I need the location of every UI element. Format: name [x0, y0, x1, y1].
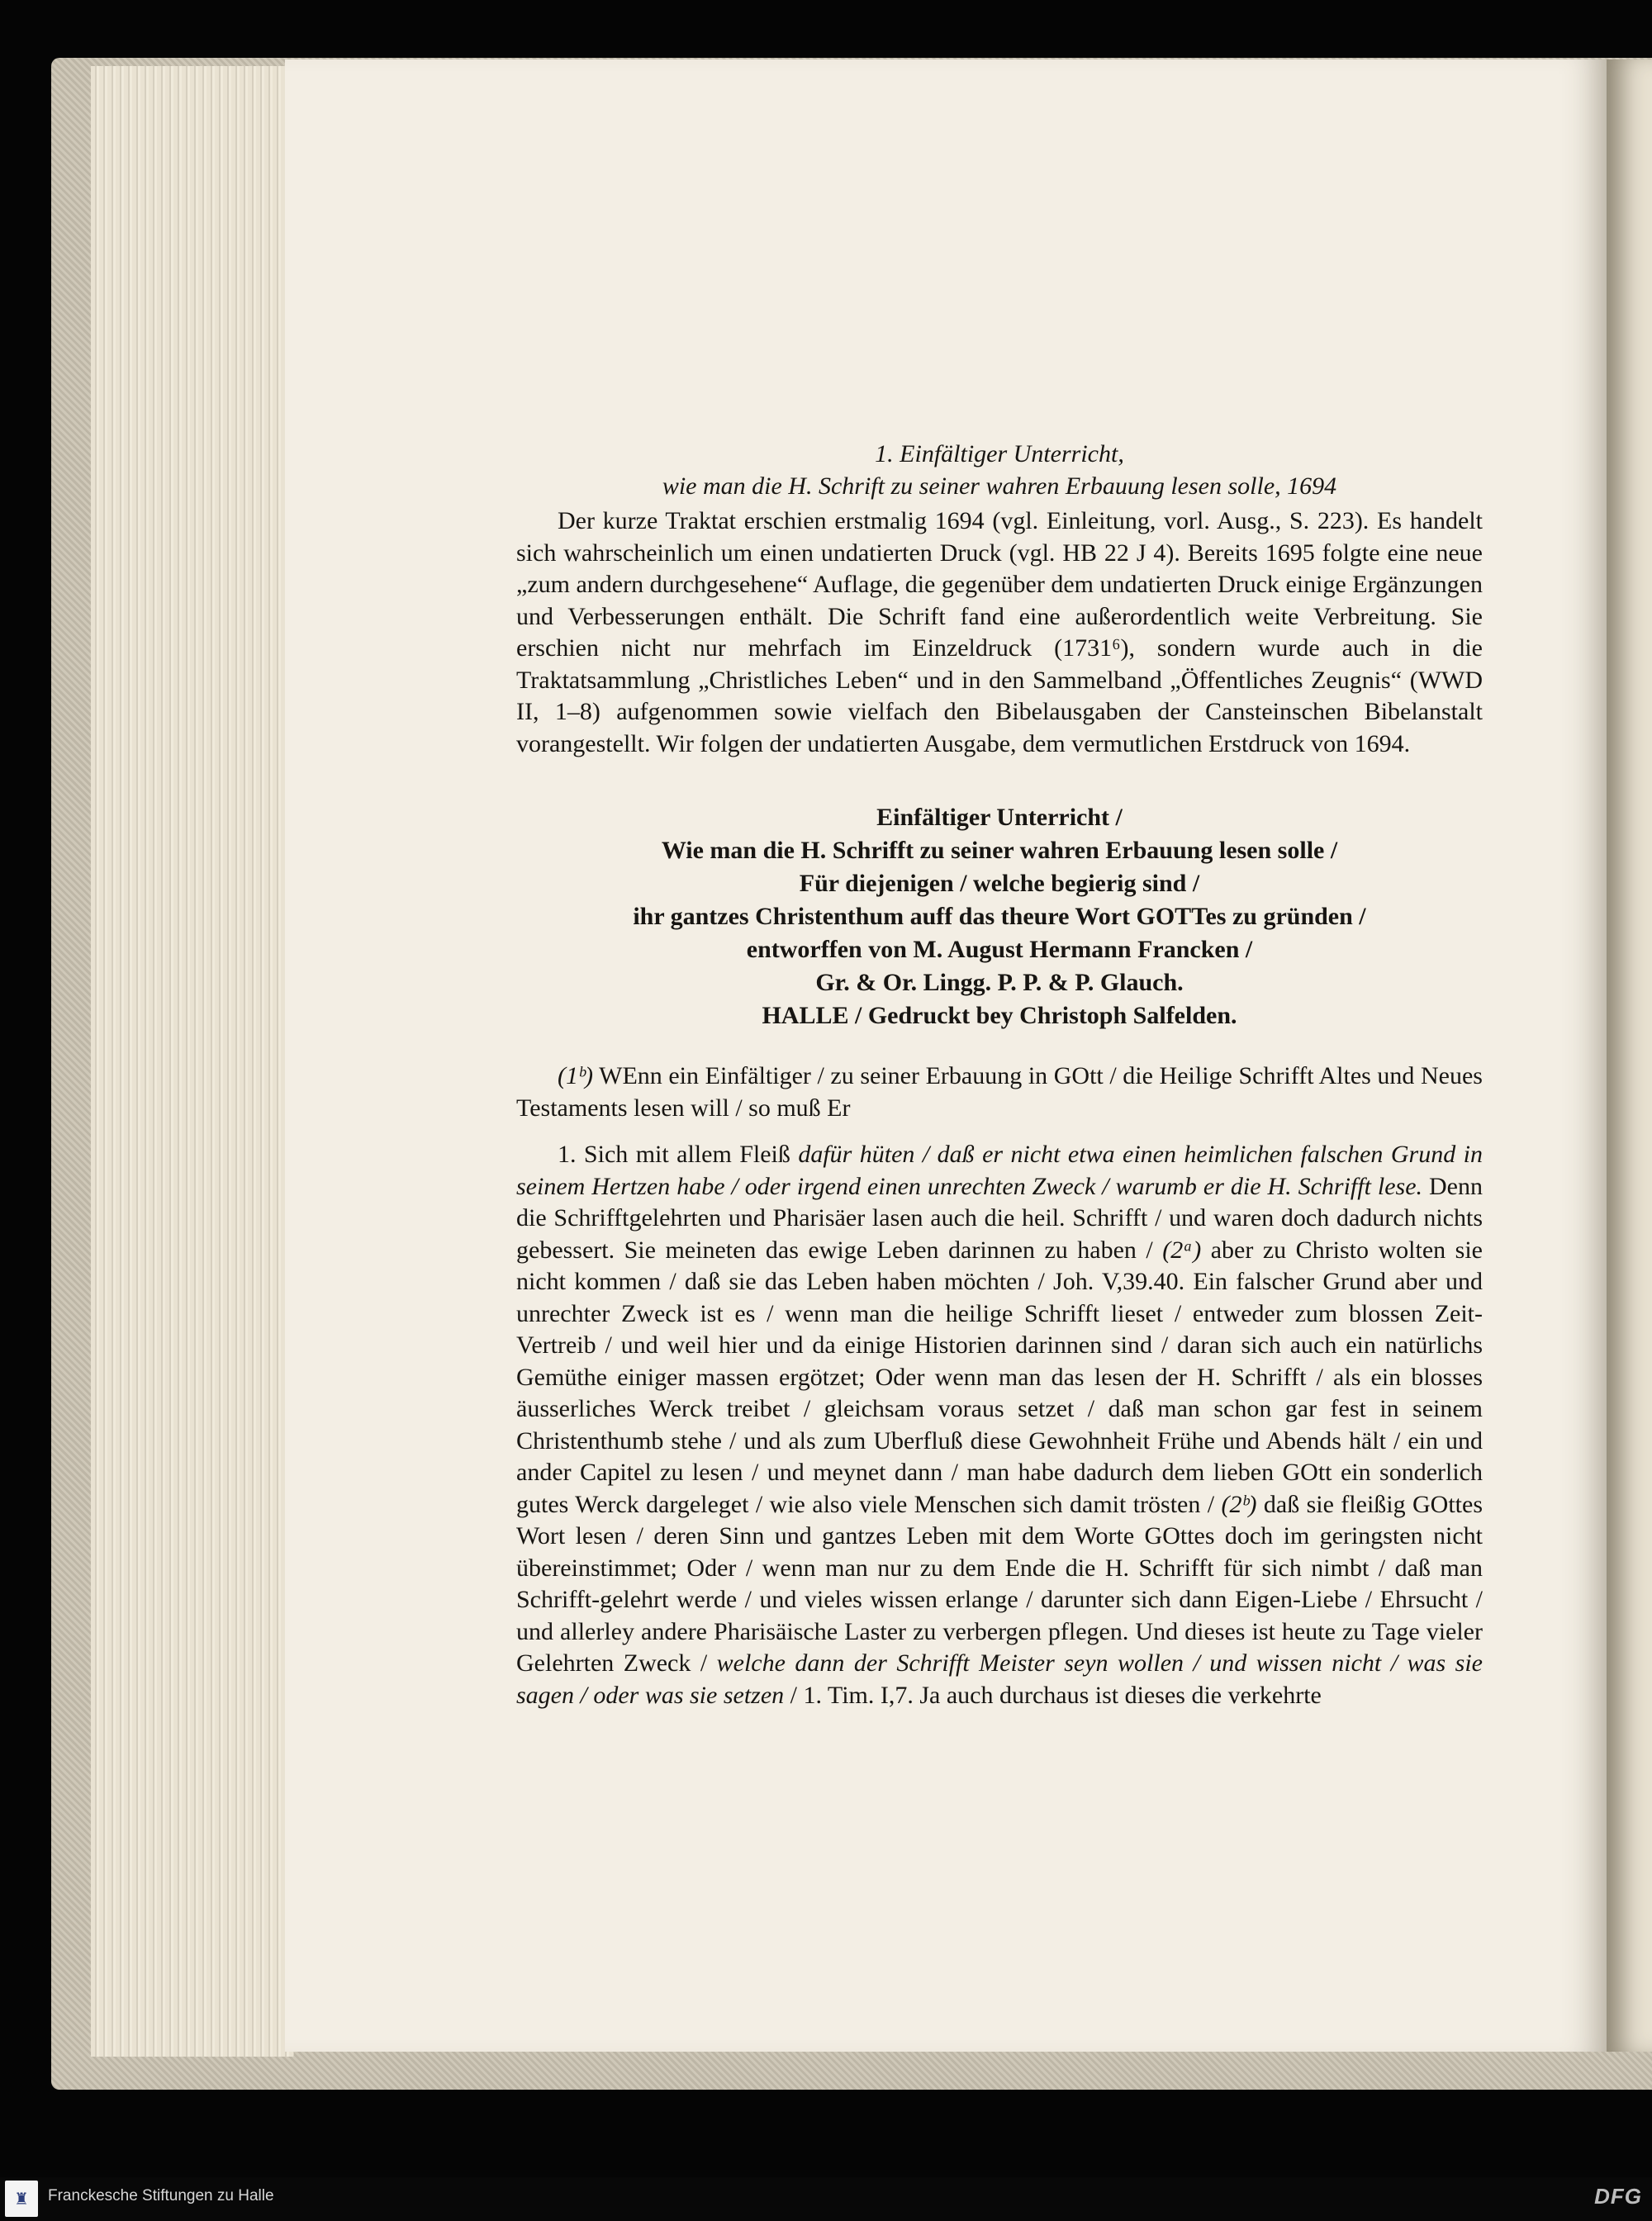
intro-paragraph: Der kurze Traktat erschien erstmalig 1694 (vgl. Einleitung, vorl. Ausg., S. 223). Es handelt sich wahrscheinlich um einen undatierten Druck (vgl. HB 22 J 4). Bereits 1695 folgte eine neue „zum andern durchgesehene“ Auflage, die gegenüber dem undatierten Druck einige Ergänzungen und Verbesserungen enthält. Die Schrift fand eine außerordentlich weite Verbreitung. Sie erschien nicht nur mehrfach im Einzeldruck (1731⁶), sondern wurde auch in die Traktatsammlung „Christliches Leben“ und in den Sammelband „Öffentliches Zeugnis“ (WWD II, 1–8) aufgenommen sowie vielfach den Bibelausgaben der Cansteinschen Bibelanstalt vorangestellt. Wir folgen der undatierten Ausgabe, dem vermutlichen Erstdruck von 1694.	[516, 507, 1483, 757]
page-marker: (1ᵇ)	[558, 1062, 594, 1089]
title-line: Wie man die H. Schrifft zu seiner wahren Erbauung lesen solle /	[661, 837, 1338, 864]
section-heading-line2: wie man die H. Schrift zu seiner wahren Erbauung lesen solle, 1694	[662, 472, 1337, 500]
paragraph-text: daß sie fleißig GOttes Wort lesen / deren Sinn und gantzes Leben mit dem Worte GOttes doch im geringsten nicht übereinstimmet; Oder / wenn man nur zu dem Ende die H. Schrifft für sich nimbt / daß man Schrifft-gelehrt werde / und vieles wissen erlange / darunter sich dann Eigen-Liebe / Ehrsucht / und allerley andere Pharisäische Laster zu verbergen pflegen. Und dieses ist heute zu Tage vieler Gelehrten Zweck /	[516, 1490, 1483, 1677]
page-marker: (2ᵃ)	[1162, 1236, 1202, 1264]
page-text	[516, 438, 1483, 1711]
body-paragraph-1	[516, 1061, 1483, 1124]
title-line: Gr. & Or. Lingg. P. P. & P. Glauch.	[815, 969, 1184, 996]
institution-name: Franckesche Stiftungen zu Halle	[48, 2187, 274, 2204]
title-line: Einfältiger Unterricht /	[876, 804, 1123, 831]
section-heading	[516, 438, 1483, 502]
paragraph-text: WEnn ein Einfältiger / zu seiner Erbauung in GOtt / die Heilige Schrifft Altes und Neues Testaments lesen will / so muß Er	[516, 1062, 1483, 1122]
institution-logo-icon: ♜	[5, 2181, 38, 2217]
emphasis-text: welche dann der Schrifft Meister seyn wollen / und wissen nicht / was sie sagen / oder was sie setzen	[516, 1649, 1483, 1709]
body-paragraph-2	[516, 1139, 1483, 1711]
page-marker: (2ᵇ)	[1221, 1490, 1257, 1518]
dfg-logo: DFG	[1594, 2184, 1642, 2209]
original-title-block	[516, 801, 1483, 1032]
title-line: Für diejenigen / welche begierig sind /	[799, 870, 1200, 897]
paragraph-text: 1. Sich mit allem Fleiß	[558, 1141, 799, 1168]
section-heading-line1: 1. Einfältiger Unterricht,	[875, 440, 1124, 467]
title-line: entworffen von M. August Hermann Francken /	[746, 936, 1253, 963]
paragraph-text: aber zu Christo wolten sie nicht kommen / daß sie das Leben haben möchten / Joh. V,39.40. Ein falscher Grund aber und unrechter Zweck ist es / wenn man die heilige Schrifft lieset / entweder zum blossen Zeit-Vertreib / und weil hier und da einige Historien darinnen sind / daran sich auch ein natürlichs Gemüthe einiger massen ergötzet; Oder wenn man das lesen der H. Schrifft / als ein blosses äusserliches Werck treibet / gleichsam voraus setzet / daß man schon gar fest in seinem Christenthumb stehe / und als zum Uberfluß diese Gewohnheit Frühe und Abends hält / ein und ander Capitel zu lesen / und meynet dann / man habe dadurch dem lieben GOtt ein sonderlich gutes Werck dargeleget / wie also viele Menschen sich damit trösten /	[516, 1236, 1483, 1518]
emphasis-text: dafür hüten / daß er nicht etwa einen heimlichen falschen Grund in seinem Hertzen habe / oder irgend einen unrechten Zweck / warumb er die H. Schrifft lese.	[516, 1141, 1483, 1200]
facing-page-edge	[1607, 59, 1652, 2052]
title-line: ihr gantzes Christenthum auff das theure Wort GOTTes zu gründen /	[633, 903, 1366, 930]
title-line: HALLE / Gedruckt bey Christoph Salfelden.	[762, 1002, 1237, 1029]
paragraph-text: / 1. Tim. I,7. Ja auch durchaus ist dieses die verkehrte	[784, 1681, 1322, 1709]
paragraph-text: Denn die Schrifftgelehrten und Pharisäer lasen auch die heil. Schrifft / und waren doch dadurch nichts gebessert. Sie meineten das ewige Leben darinnen zu haben /	[516, 1172, 1483, 1264]
page-edges	[91, 66, 294, 2057]
